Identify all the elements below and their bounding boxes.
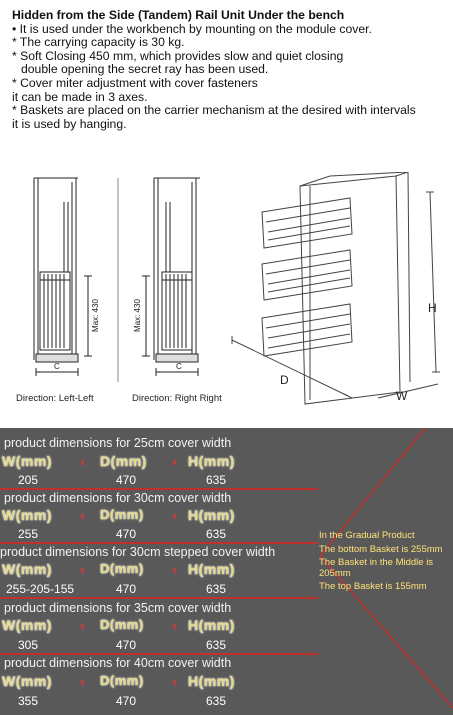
x-separator: x <box>80 565 86 575</box>
direction-right-right: Direction: Right Right <box>132 393 222 404</box>
w-label: W(mm) <box>2 507 52 523</box>
row-divider <box>0 653 318 655</box>
desc-line: * Soft Closing 450 mm, which provides slow and quiet closing <box>12 48 344 63</box>
h-label: H(mm) <box>188 561 235 577</box>
d-label: D(mm) <box>100 561 144 576</box>
w-value: 305 <box>18 638 39 652</box>
h-label: H(mm) <box>188 673 235 689</box>
h-label: H(mm) <box>188 453 235 469</box>
d-label: D(mm) <box>100 617 144 632</box>
technical-drawing <box>0 172 453 408</box>
left-elevation-drawing <box>34 178 92 376</box>
dimensions-table <box>0 428 453 715</box>
section-title: product dimensions for 30cm cover width <box>4 491 232 505</box>
w-value: 355 <box>18 694 39 708</box>
iso-d-label: D <box>280 373 289 387</box>
desc-line: • It is used under the workbench by mounting on the module cover. <box>12 21 372 36</box>
x-separator: x <box>172 621 178 631</box>
d-value: 470 <box>116 638 137 652</box>
x-separator: x <box>80 457 86 467</box>
h-label: H(mm) <box>188 507 235 523</box>
d-label: D(mm) <box>100 507 144 522</box>
x-separator: x <box>172 677 178 687</box>
desc-line: * Cover miter adjustment with cover fasteners <box>12 75 258 90</box>
section-title: product dimensions for 35cm cover width <box>4 601 232 615</box>
stepped-product-note <box>319 531 449 596</box>
right-c-label: C <box>176 362 182 371</box>
row-divider <box>0 488 318 490</box>
left-max-label: Max: 430 <box>91 299 100 332</box>
section-title: product dimensions for 40cm cover width <box>4 656 232 670</box>
iso-h-label: H <box>428 301 437 315</box>
row-divider <box>0 597 318 599</box>
x-separator: x <box>172 457 178 467</box>
desc-line: it can be made in 3 axes. <box>12 89 148 104</box>
h-value: 635 <box>206 582 227 596</box>
d-label: D(mm) <box>100 673 144 688</box>
d-value: 470 <box>116 473 137 487</box>
x-separator: x <box>172 565 178 575</box>
d-value: 470 <box>116 694 137 708</box>
w-value: 255-205-155 <box>6 582 75 596</box>
w-value: 205 <box>18 473 39 487</box>
row-divider <box>0 542 318 544</box>
product-description <box>12 9 442 131</box>
x-separator: x <box>80 511 86 521</box>
w-label: W(mm) <box>2 561 52 577</box>
w-value: 255 <box>18 527 39 541</box>
desc-line: * Baskets are placed on the carrier mechanism at the desired with intervals <box>12 103 416 118</box>
w-label: W(mm) <box>2 453 52 469</box>
right-max-label: Max: 430 <box>133 299 142 332</box>
d-value: 470 <box>116 582 137 596</box>
x-separator: x <box>80 677 86 687</box>
note-line: The top Basket is 155mm <box>319 581 427 593</box>
direction-left-left: Direction: Left-Left <box>16 393 94 404</box>
product-heading: Hidden from the Side (Tandem) Rail Unit Under the bench <box>12 8 345 22</box>
desc-line: it is used by hanging. <box>12 116 127 131</box>
desc-line: double opening the secret ray has been used. <box>21 62 269 77</box>
d-value: 470 <box>116 527 137 541</box>
x-separator: x <box>80 621 86 631</box>
h-value: 635 <box>206 694 227 708</box>
d-label: D(mm) <box>100 453 147 469</box>
h-value: 635 <box>206 638 227 652</box>
h-label: H(mm) <box>188 617 235 633</box>
note-line: In the Gradual Product <box>319 530 415 541</box>
section-title: product dimensions for 30cm stepped cover width <box>0 545 276 559</box>
iso-w-label: W <box>396 389 408 403</box>
w-label: W(mm) <box>2 617 52 633</box>
left-c-label: C <box>54 362 60 371</box>
w-label: W(mm) <box>2 673 52 689</box>
x-separator: x <box>172 511 178 521</box>
desc-line: * The carrying capacity is 30 kg. <box>12 35 185 50</box>
section-title: product dimensions for 25cm cover width <box>4 436 232 450</box>
h-value: 635 <box>206 473 227 487</box>
note-line: The bottom Basket is 255mm <box>319 543 443 555</box>
right-elevation-drawing <box>142 178 200 376</box>
isometric-unit-drawing <box>232 172 440 404</box>
note-line: The Basket in the Middle is 205mm <box>319 557 434 579</box>
h-value: 635 <box>206 527 227 541</box>
